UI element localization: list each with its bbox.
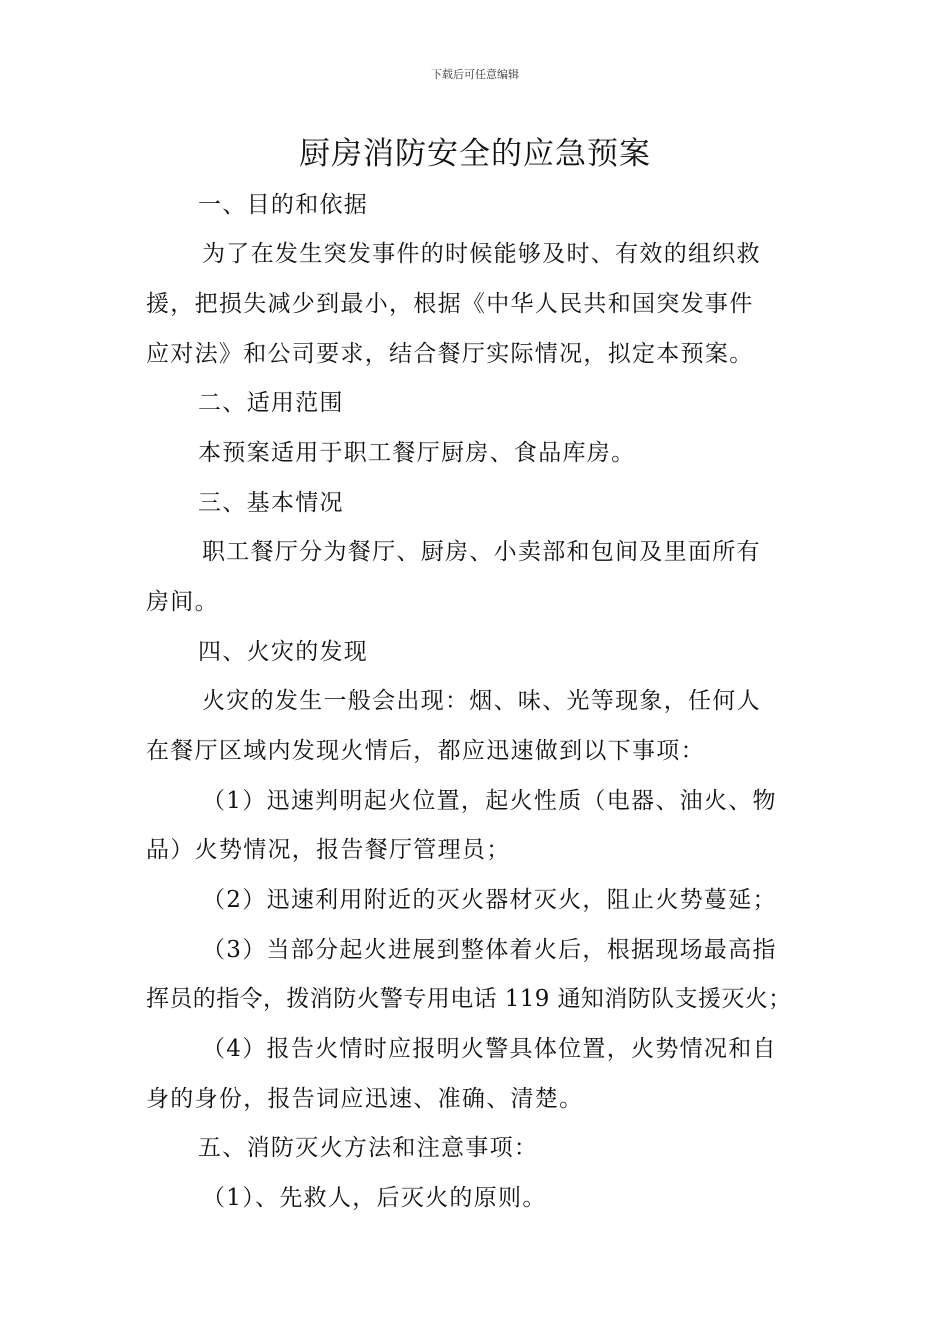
- section-heading-1: 一、目的和依据: [198, 192, 369, 218]
- list-item-line: 身的身份，报告词应迅速、准确、清楚。: [146, 1086, 584, 1112]
- paragraph-line: 在餐厅区域内发现火情后，都应迅速做到以下事项：: [146, 738, 705, 764]
- paragraph-line: 本预案适用于职工餐厅厨房、食品库房。: [198, 440, 636, 466]
- list-item-line: （1）迅速判明起火位置，起火性质（电器、油火、物: [202, 788, 777, 814]
- section-heading-5: 五、消防灭火方法和注意事项：: [198, 1135, 539, 1161]
- list-item-line: 挥员的指令，拨消防火警专用电话 119 通知消防队支援灭火；: [146, 986, 792, 1012]
- paragraph-line: 援，把损失减少到最小，根据《中华人民共和国突发事件: [146, 291, 754, 317]
- document-title: 厨房消防安全的应急预案: [299, 136, 651, 172]
- paragraph-line: 应对法》和公司要求，结合餐厅实际情况，拟定本预案。: [146, 341, 754, 367]
- list-item-line: （2）迅速利用附近的灭火器材灭火，阻止火势蔓延；: [202, 887, 777, 913]
- paragraph-line: 火灾的发生一般会出现：烟、味、光等现象，任何人: [202, 688, 761, 714]
- list-item-line: （1）、先救人，后灭火的原则。: [202, 1185, 547, 1211]
- section-heading-4: 四、火灾的发现: [198, 639, 369, 665]
- paragraph-line: 房间。: [146, 589, 219, 615]
- list-item-line: （4）报告火情时应报明火警具体位置，火势情况和自: [202, 1036, 777, 1062]
- paragraph-line: 职工餐厅分为餐厅、厨房、小卖部和包间及里面所有: [202, 539, 761, 565]
- list-item-line: 品）火势情况，报告餐厅管理员；: [146, 837, 511, 863]
- header-note: 下载后可任意编辑: [431, 68, 519, 81]
- list-item-line: （3）当部分起火进展到整体着火后，根据现场最高指: [202, 937, 777, 963]
- section-heading-3: 三、基本情况: [198, 490, 344, 516]
- paragraph-line: 为了在发生突发事件的时候能够及时、有效的组织救: [202, 241, 761, 267]
- section-heading-2: 二、适用范围: [198, 390, 344, 416]
